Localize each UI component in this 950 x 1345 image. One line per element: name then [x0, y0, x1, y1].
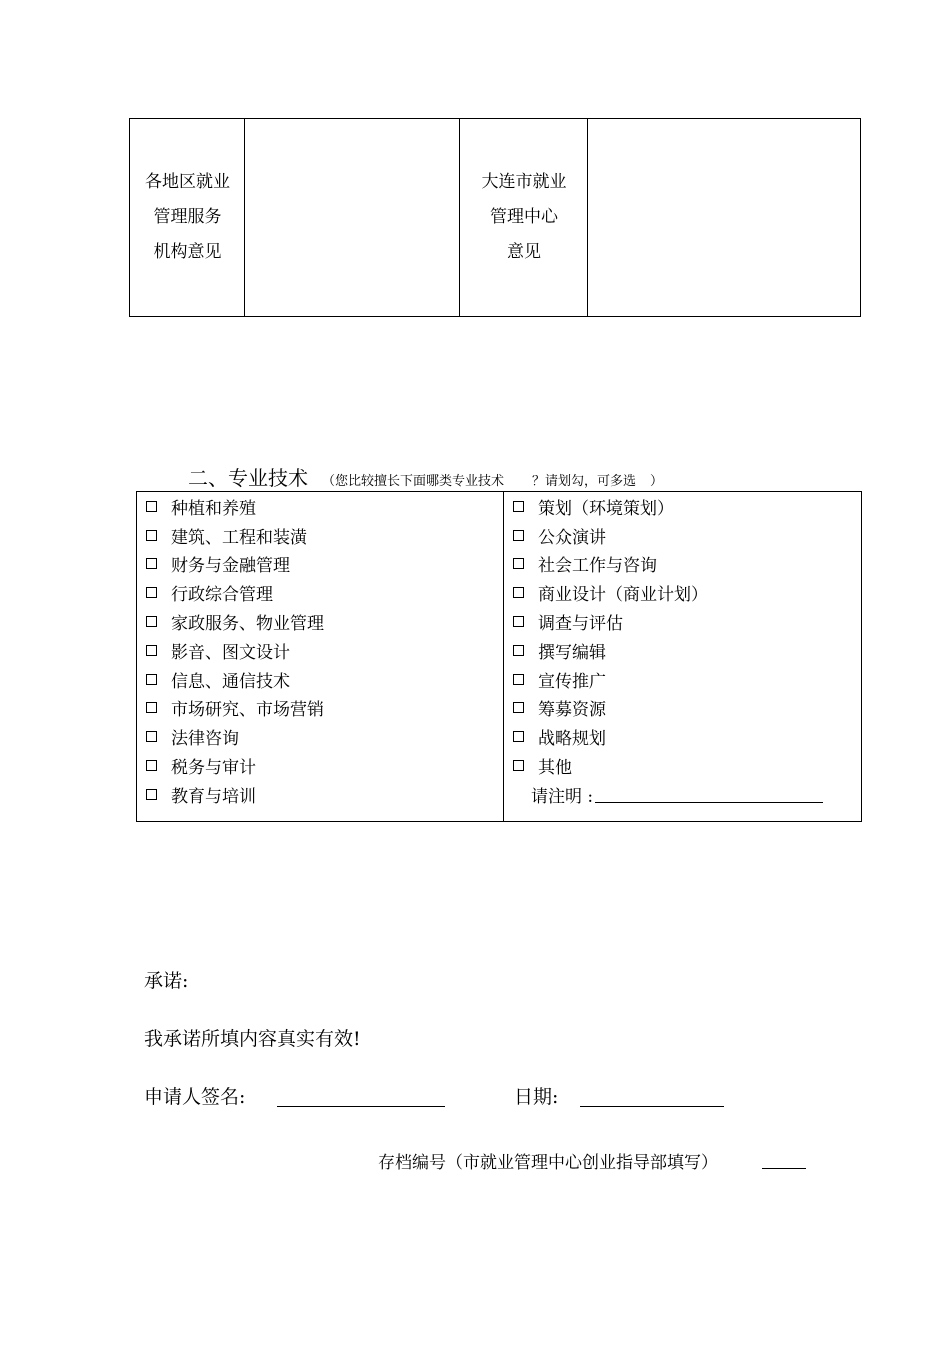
checkbox-icon[interactable]	[146, 760, 157, 771]
skill-label: 战略规划	[538, 729, 606, 750]
skills-checklist	[136, 491, 862, 822]
checkbox-icon[interactable]	[146, 587, 157, 598]
city-center-label-line-2: 管理中心	[490, 207, 558, 227]
skill-label: 行政综合管理	[171, 585, 273, 606]
skill-option[interactable]	[144, 578, 324, 607]
checkbox-icon[interactable]	[513, 530, 524, 541]
local-agency-opinion-field[interactable]	[245, 119, 460, 316]
signature-row	[144, 1082, 245, 1109]
city-center-opinion-field[interactable]	[588, 119, 860, 316]
skill-option[interactable]	[511, 521, 823, 550]
skill-option[interactable]	[144, 751, 324, 780]
skill-option[interactable]	[511, 550, 823, 579]
local-agency-label-line-1: 各地区就业	[145, 172, 230, 192]
skills-left-column	[144, 492, 324, 809]
section-subtitle-part-1: （您比较擅长下面哪类专业技术	[322, 474, 505, 489]
opinion-table	[129, 118, 861, 317]
skills-right-column	[511, 492, 823, 809]
skills-column-divider	[503, 492, 504, 821]
skill-label: 其他	[538, 758, 572, 779]
skill-label: 调查与评估	[538, 614, 623, 635]
skill-label: 法律咨询	[171, 729, 239, 750]
skill-option[interactable]	[511, 722, 823, 751]
skill-label: 教育与培训	[171, 786, 256, 807]
skill-option[interactable]	[144, 665, 324, 694]
checkbox-icon[interactable]	[513, 731, 524, 742]
checkbox-icon[interactable]	[146, 645, 157, 656]
checkbox-icon[interactable]	[513, 616, 524, 627]
skill-label: 撰写编辑	[538, 642, 606, 663]
signature-field[interactable]	[277, 1082, 445, 1107]
promise-label: 承诺:	[144, 970, 189, 992]
checkbox-icon[interactable]	[146, 558, 157, 569]
skill-option[interactable]	[144, 607, 324, 636]
section-title: 二、专业技术	[188, 466, 308, 490]
skill-option[interactable]	[144, 722, 324, 751]
skill-option[interactable]	[511, 751, 823, 780]
checkbox-icon[interactable]	[513, 558, 524, 569]
section-subtitle	[322, 474, 663, 489]
skill-option[interactable]	[144, 636, 324, 665]
skill-option[interactable]	[144, 492, 324, 521]
checkbox-icon[interactable]	[146, 616, 157, 627]
city-center-label-line-3: 意见	[507, 242, 541, 262]
checkbox-icon[interactable]	[146, 789, 157, 800]
checkbox-icon[interactable]	[146, 674, 157, 685]
city-center-opinion-label-cell	[460, 119, 588, 316]
checkbox-icon[interactable]	[513, 645, 524, 656]
section-subtitle-part-2: ？请划勾，可多选	[532, 474, 637, 489]
skill-label: 财务与金融管理	[171, 556, 290, 577]
checkbox-icon[interactable]	[146, 702, 157, 713]
section-heading	[188, 462, 663, 491]
checkbox-icon[interactable]	[146, 731, 157, 742]
checkbox-icon[interactable]	[146, 530, 157, 541]
promise-statement: 我承诺所填内容真实有效!	[144, 1028, 361, 1050]
signature-label: 申请人签名:	[144, 1086, 246, 1108]
skill-label: 种植和养殖	[171, 498, 256, 519]
checkbox-icon[interactable]	[513, 587, 524, 598]
skill-option[interactable]	[511, 636, 823, 665]
skill-label: 公众演讲	[538, 527, 606, 548]
skill-option[interactable]	[511, 607, 823, 636]
checkbox-icon[interactable]	[513, 501, 524, 512]
checkbox-icon[interactable]	[513, 760, 524, 771]
city-center-label-line-1: 大连市就业	[481, 172, 567, 192]
skill-label: 影音、图文设计	[171, 642, 290, 663]
skill-option[interactable]	[144, 694, 324, 723]
other-specify-field[interactable]	[595, 786, 823, 803]
skill-label: 信息、通信技术	[171, 671, 290, 692]
other-specify-label: 请注明 :	[531, 786, 594, 807]
skill-label: 筹募资源	[538, 700, 606, 721]
skill-option[interactable]	[511, 665, 823, 694]
date-field[interactable]	[580, 1082, 724, 1107]
skill-option[interactable]	[511, 492, 823, 521]
local-agency-label-line-3: 机构意见	[153, 242, 222, 262]
skill-label: 宣传推广	[538, 671, 606, 692]
checkbox-icon[interactable]	[513, 674, 524, 685]
date-label: 日期:	[514, 1086, 559, 1108]
archive-number-label: 存档编号（市就业管理中心创业指导部填写）	[378, 1153, 718, 1173]
local-agency-opinion-label-cell	[130, 119, 245, 316]
skill-option[interactable]	[511, 694, 823, 723]
checkbox-icon[interactable]	[146, 501, 157, 512]
skill-label: 市场研究、市场营销	[171, 700, 324, 721]
skill-option[interactable]	[144, 550, 324, 579]
skill-label: 建筑、工程和装潢	[171, 527, 307, 548]
checkbox-icon[interactable]	[513, 702, 524, 713]
local-agency-label-line-2: 管理服务	[153, 207, 222, 227]
skill-label: 税务与审计	[171, 758, 256, 779]
date-row	[514, 1082, 558, 1109]
other-specify-row	[511, 780, 823, 809]
skill-option[interactable]	[144, 780, 324, 809]
skill-option[interactable]	[511, 578, 823, 607]
skill-option[interactable]	[144, 521, 324, 550]
skill-label: 商业设计（商业计划）	[538, 585, 708, 606]
section-subtitle-part-3: ）	[650, 474, 664, 489]
skill-label: 家政服务、物业管理	[171, 614, 324, 635]
archive-number-field[interactable]	[762, 1150, 806, 1169]
skill-label: 策划（环境策划）	[538, 498, 674, 519]
skill-label: 社会工作与咨询	[538, 556, 657, 577]
